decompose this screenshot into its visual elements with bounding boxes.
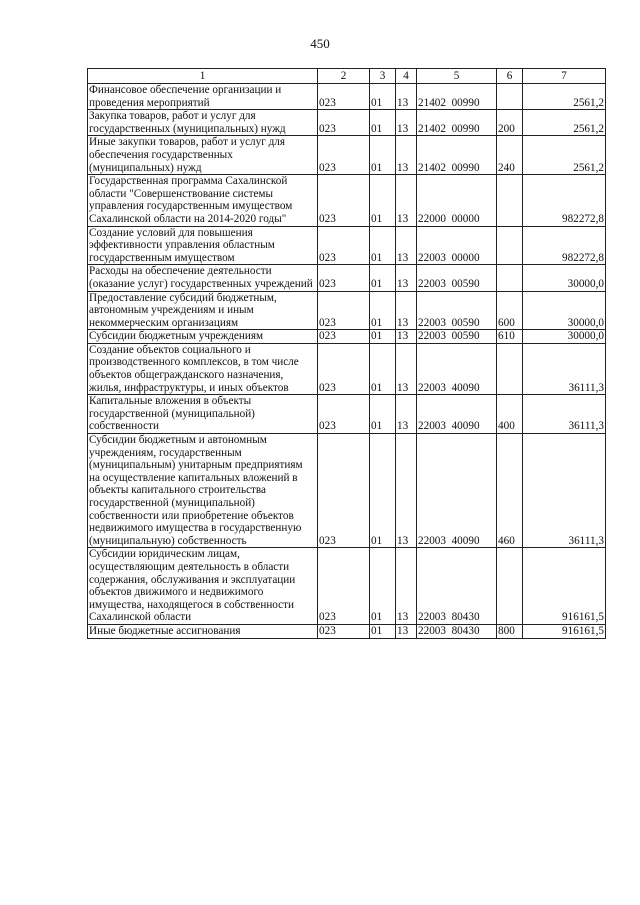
section-cell: 01 — [370, 434, 396, 548]
subsection-cell: 13 — [396, 175, 417, 226]
table-row — [88, 548, 606, 625]
expense-type-cell: 460 — [497, 434, 523, 548]
header-row — [88, 69, 606, 84]
expense-type-cell — [497, 265, 523, 291]
table-row — [88, 343, 606, 394]
section-cell: 01 — [370, 330, 396, 344]
expense-type-cell: 200 — [497, 110, 523, 136]
ministry-code-cell: 023 — [318, 265, 370, 291]
column-header: 7 — [523, 69, 606, 84]
section-cell: 01 — [370, 343, 396, 394]
amount-cell: 2561,2 — [523, 136, 606, 175]
column-header: 5 — [417, 69, 497, 84]
subsection-cell: 13 — [396, 265, 417, 291]
table-row — [88, 330, 606, 344]
ministry-code-cell: 023 — [318, 175, 370, 226]
target-article-cell: 22003 40090 — [417, 434, 497, 548]
expense-type-cell: 610 — [497, 330, 523, 344]
target-article-cell: 22003 40090 — [417, 343, 497, 394]
table-row — [88, 265, 606, 291]
table-row — [88, 175, 606, 226]
row-name-cell: Финансовое обеспечение организации и проведения мероприятий — [88, 84, 318, 110]
budget-table — [87, 68, 606, 639]
expense-type-cell — [497, 175, 523, 226]
target-article-cell: 21402 00990 — [417, 110, 497, 136]
subsection-cell: 13 — [396, 395, 417, 434]
ministry-code-cell: 023 — [318, 291, 370, 330]
target-article-cell: 22003 00590 — [417, 291, 497, 330]
subsection-cell: 13 — [396, 136, 417, 175]
row-name-cell: Иные бюджетные ассигнования — [88, 624, 318, 638]
section-cell: 01 — [370, 548, 396, 625]
amount-cell: 2561,2 — [523, 84, 606, 110]
row-name-cell: Субсидии бюджетным учреждениям — [88, 330, 318, 344]
section-cell: 01 — [370, 395, 396, 434]
table-row — [88, 434, 606, 548]
section-cell: 01 — [370, 84, 396, 110]
expense-type-cell: 800 — [497, 624, 523, 638]
amount-cell: 30000,0 — [523, 265, 606, 291]
target-article-cell: 21402 00990 — [417, 136, 497, 175]
amount-cell: 2561,2 — [523, 110, 606, 136]
page-number: 450 — [310, 36, 330, 51]
section-cell: 01 — [370, 265, 396, 291]
target-article-cell: 22003 80430 — [417, 548, 497, 625]
subsection-cell: 13 — [396, 624, 417, 638]
amount-cell: 36111,3 — [523, 343, 606, 394]
subsection-cell: 13 — [396, 110, 417, 136]
column-header: 6 — [497, 69, 523, 84]
expense-type-cell — [497, 548, 523, 625]
section-cell: 01 — [370, 226, 396, 265]
target-article-cell: 22000 00000 — [417, 175, 497, 226]
table-row — [88, 624, 606, 638]
subsection-cell: 13 — [396, 548, 417, 625]
target-article-cell: 21402 00990 — [417, 84, 497, 110]
expense-type-cell: 600 — [497, 291, 523, 330]
target-article-cell: 22003 80430 — [417, 624, 497, 638]
subsection-cell: 13 — [396, 434, 417, 548]
section-cell: 01 — [370, 110, 396, 136]
section-cell: 01 — [370, 136, 396, 175]
ministry-code-cell: 023 — [318, 330, 370, 344]
table-row — [88, 84, 606, 110]
ministry-code-cell: 023 — [318, 548, 370, 625]
column-header: 1 — [88, 69, 318, 84]
expense-type-cell — [497, 343, 523, 394]
row-name-cell: Капитальные вложения в объекты государственной (муниципальной) собственности — [88, 395, 318, 434]
expense-type-cell: 240 — [497, 136, 523, 175]
ministry-code-cell: 023 — [318, 395, 370, 434]
ministry-code-cell: 023 — [318, 624, 370, 638]
target-article-cell: 22003 00590 — [417, 265, 497, 291]
amount-cell: 36111,3 — [523, 434, 606, 548]
row-name-cell: Субсидии юридическим лицам, осуществляющим деятельность в области содержания, обслуживания и эксплуатации объектов движимого и недвижимого имущества, находящегося в собственности Сахалинской области — [88, 548, 318, 625]
expense-type-cell: 400 — [497, 395, 523, 434]
ministry-code-cell: 023 — [318, 226, 370, 265]
row-name-cell: Иные закупки товаров, работ и услуг для обеспечения государственных (муниципальных) нужд — [88, 136, 318, 175]
row-name-cell: Создание условий для повышения эффективности управления областным государственным имуществом — [88, 226, 318, 265]
column-header: 3 — [370, 69, 396, 84]
ministry-code-cell: 023 — [318, 343, 370, 394]
section-cell: 01 — [370, 624, 396, 638]
amount-cell: 30000,0 — [523, 330, 606, 344]
target-article-cell: 22003 00000 — [417, 226, 497, 265]
ministry-code-cell: 023 — [318, 110, 370, 136]
amount-cell: 36111,3 — [523, 395, 606, 434]
row-name-cell: Предоставление субсидий бюджетным, автономным учреждениям и иным некоммерческим организациям — [88, 291, 318, 330]
table-row — [88, 395, 606, 434]
amount-cell: 982272,8 — [523, 226, 606, 265]
amount-cell: 916161,5 — [523, 624, 606, 638]
table-row — [88, 291, 606, 330]
column-header: 4 — [396, 69, 417, 84]
row-name-cell: Закупка товаров, работ и услуг для государственных (муниципальных) нужд — [88, 110, 318, 136]
target-article-cell: 22003 40090 — [417, 395, 497, 434]
expense-type-cell — [497, 226, 523, 265]
row-name-cell: Расходы на обеспечение деятельности (оказание услуг) государственных учреждений — [88, 265, 318, 291]
subsection-cell: 13 — [396, 343, 417, 394]
row-name-cell: Субсидии бюджетным и автономным учреждениям, государственным (муниципальным) унитарным предприятиям на осуществление капитальных вложений в объекты капитального строительства государственной (муниципальной) собственности или приобретение объектов недвижимого имущества в государственную (муниципальную) собственность — [88, 434, 318, 548]
ministry-code-cell: 023 — [318, 434, 370, 548]
table-row — [88, 136, 606, 175]
amount-cell: 30000,0 — [523, 291, 606, 330]
amount-cell: 916161,5 — [523, 548, 606, 625]
subsection-cell: 13 — [396, 226, 417, 265]
ministry-code-cell: 023 — [318, 84, 370, 110]
row-name-cell: Государственная программа Сахалинской области "Совершенствование системы управления государственным имуществом Сахалинской области на 2014-2020 годы" — [88, 175, 318, 226]
table-row — [88, 226, 606, 265]
row-name-cell: Создание объектов социального и производственного комплексов, в том числе объектов общегражданского назначения, жилья, инфраструктуры, и иных объектов — [88, 343, 318, 394]
expense-type-cell — [497, 84, 523, 110]
section-cell: 01 — [370, 291, 396, 330]
subsection-cell: 13 — [396, 84, 417, 110]
subsection-cell: 13 — [396, 330, 417, 344]
target-article-cell: 22003 00590 — [417, 330, 497, 344]
subsection-cell: 13 — [396, 291, 417, 330]
ministry-code-cell: 023 — [318, 136, 370, 175]
amount-cell: 982272,8 — [523, 175, 606, 226]
section-cell: 01 — [370, 175, 396, 226]
column-header: 2 — [318, 69, 370, 84]
table-row — [88, 110, 606, 136]
